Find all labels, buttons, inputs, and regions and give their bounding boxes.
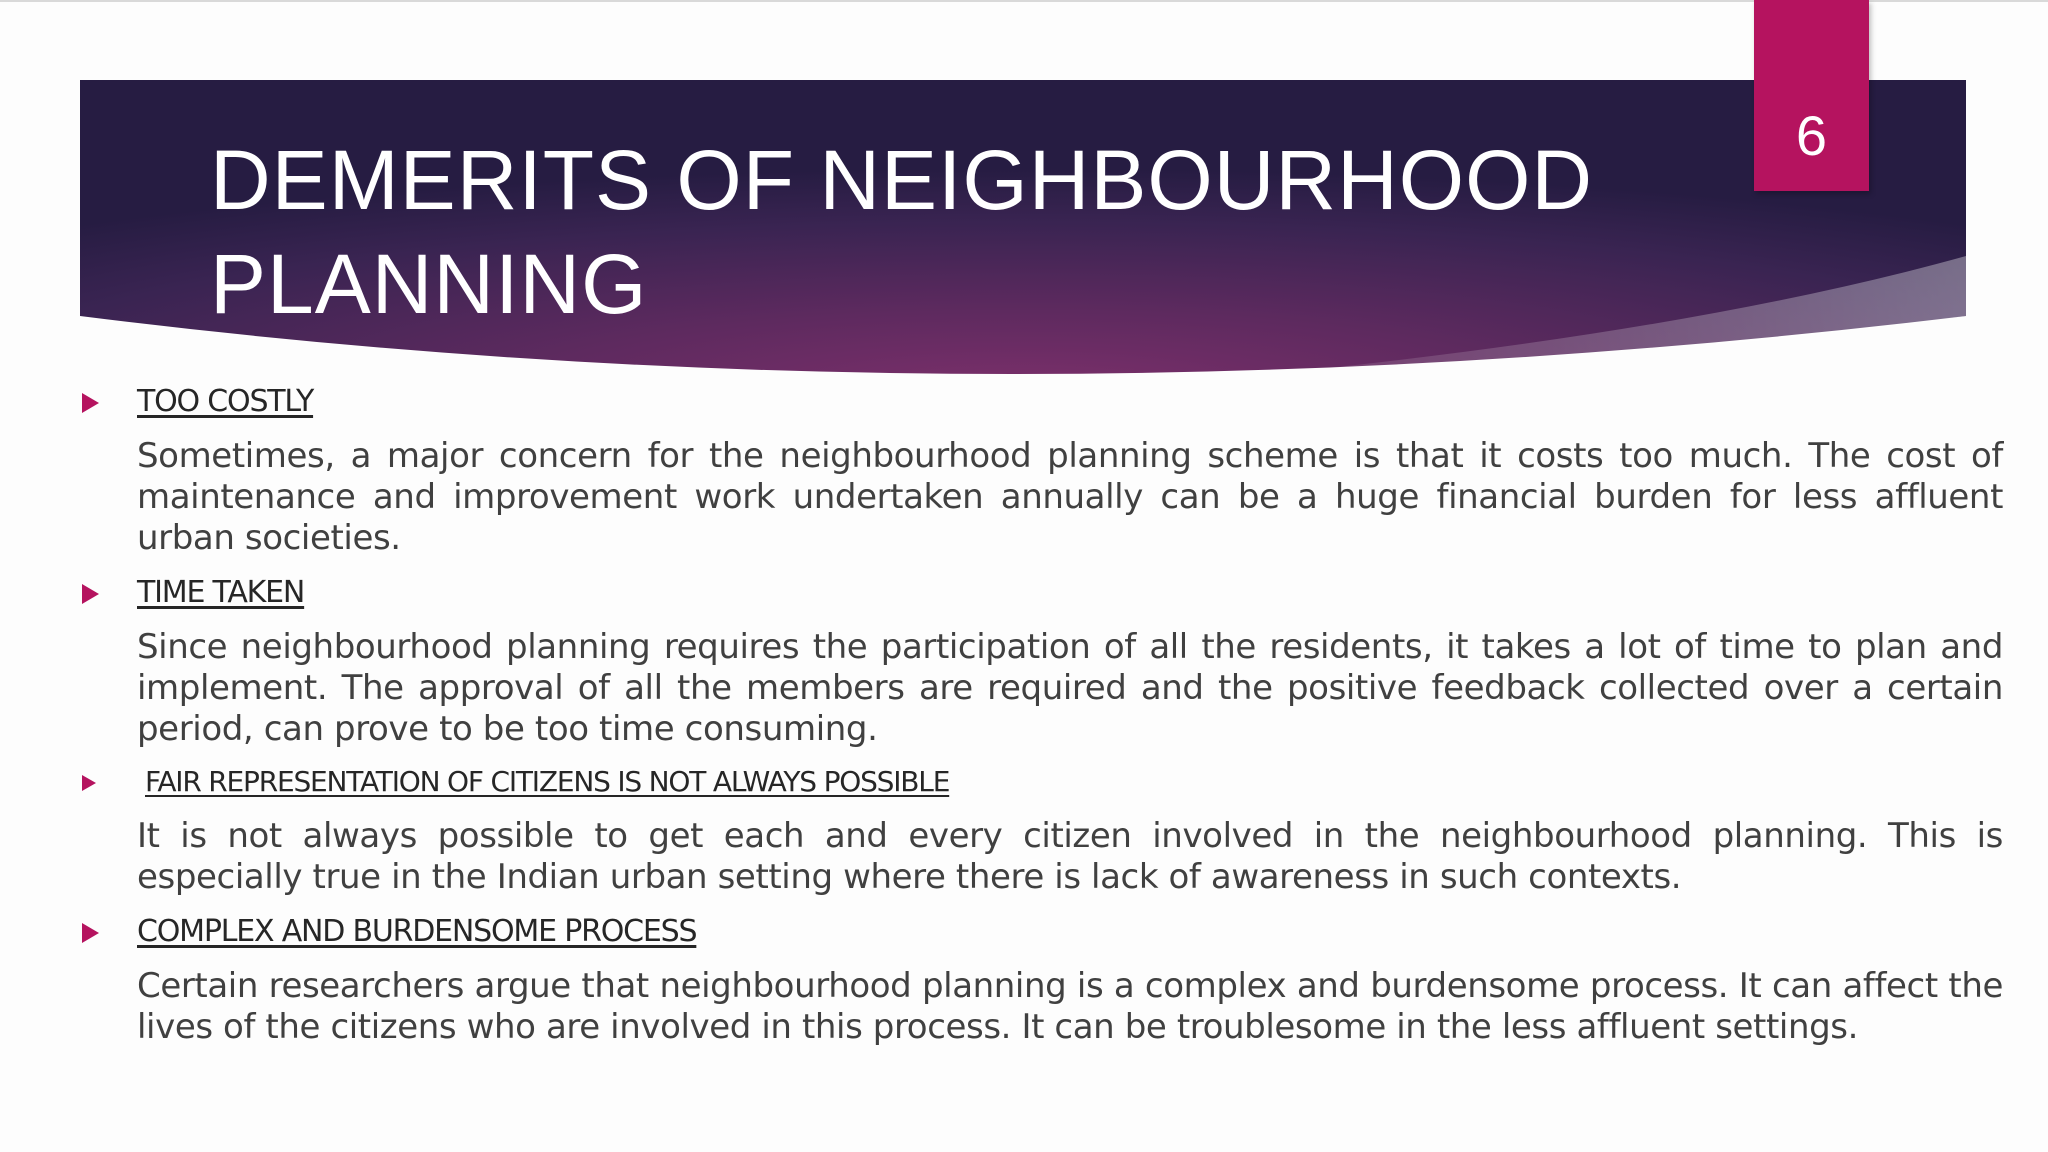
slide-number: 6 [1795, 104, 1828, 167]
bullet-point-complex-process [78, 910, 2003, 1048]
triangle-bullet-icon [82, 923, 99, 943]
point-body: Since neighbourhood planning requires the participation of all the residents, it takes a lot of time to plan and implement. The approval of all the members are required and the positive feedback collected over a certain period, can prove to be too time consuming. [137, 627, 2003, 749]
point-heading: COMPLEX AND BURDENSOME PROCESS [137, 914, 697, 949]
bullet-point-time-taken [78, 571, 2003, 750]
triangle-bullet-icon [82, 584, 99, 604]
point-heading: TIME TAKEN [137, 575, 305, 610]
point-heading: TOO COSTLY [137, 384, 314, 419]
triangle-bullet-icon [82, 393, 99, 413]
slide-number-tab [1754, 0, 1869, 191]
triangle-bullet-icon [82, 775, 96, 791]
point-heading: FAIR REPRESENTATION OF CITIZENS IS NOT ALWAYS POSSIBLE [145, 765, 950, 798]
slide-title: DEMERITS OF NEIGHBOURHOOD PLANNING [210, 133, 1594, 331]
point-body: Certain researchers argue that neighbourhood planning is a complex and burdensome process. It can affect the lives of the citizens who are involved in this process. It can be troublesome in the less affluent settings. [137, 966, 2003, 1047]
bullet-point-fair-representation [78, 760, 2003, 898]
bullet-list [78, 380, 2003, 1048]
point-body: It is not always possible to get each and every citizen involved in the neighbourhood planning. This is especially true in the Indian urban setting where there is lack of awareness in such contexts. [137, 816, 2003, 897]
bullet-point-too-costly [78, 380, 2003, 559]
point-body: Sometimes, a major concern for the neighbourhood planning scheme is that it costs too much. The cost of maintenance and improvement work undertaken annually can be a huge financial burden for less affluent urban societies. [137, 436, 2003, 558]
